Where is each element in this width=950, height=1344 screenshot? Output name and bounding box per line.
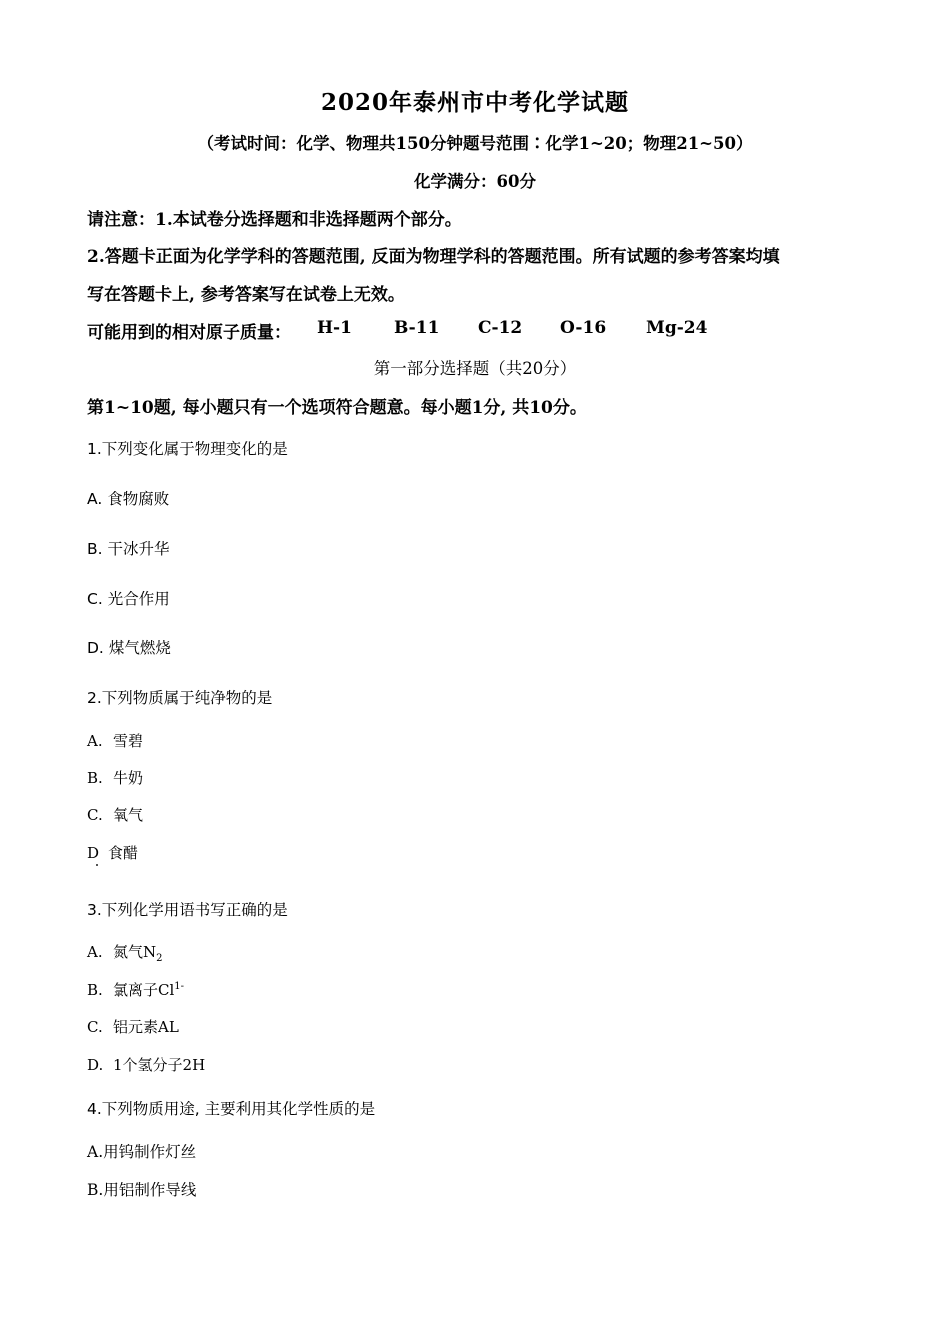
atomic-mass-h: H-1 — [317, 318, 352, 338]
option-label: A. — [87, 1143, 104, 1161]
option-text: 用钨制作灯丝 — [103, 1143, 197, 1161]
question-2-option-a — [87, 730, 143, 751]
question-1-option-a — [87, 487, 169, 509]
option-text: 雪碧 — [113, 732, 144, 750]
question-2-stem: 2.下列物质属于纯净物的是 — [87, 689, 273, 707]
option-text: 1个氢分子2H — [113, 1056, 206, 1074]
subscript: 2 — [156, 953, 163, 964]
stray-dot — [96, 864, 98, 866]
section-instruction: 第1~10题, 每小题只有一个选项符合题意。每小题1分, 共10分。 — [87, 398, 587, 418]
option-label: B. — [87, 540, 103, 558]
page-title: 2020年泰州市中考化学试题 — [320, 89, 629, 116]
option-text: 煤气燃烧 — [108, 639, 171, 657]
option-text: 氯离子Cl — [113, 981, 175, 999]
question-3-option-b — [87, 979, 184, 1000]
option-text: 食物腐败 — [107, 490, 170, 508]
atomic-mass-mg: Mg-24 — [646, 318, 708, 338]
option-text: 光合作用 — [107, 590, 170, 608]
option-text: 牛奶 — [113, 769, 144, 787]
question-1-option-b — [87, 537, 170, 559]
option-text: 用铝制作导线 — [103, 1181, 197, 1199]
question-3-option-c — [87, 1016, 179, 1037]
question-4-stem: 4.下列物质用途, 主要利用其化学性质的是 — [87, 1100, 376, 1118]
question-4-option-a — [87, 1140, 196, 1162]
atomic-mass-b: B-11 — [394, 318, 440, 338]
question-4-option-b — [87, 1178, 196, 1200]
option-label: A. — [87, 490, 103, 508]
full-score: 化学满分：60分 — [414, 172, 536, 191]
section-title: 第一部分选择题（共20分） — [373, 359, 577, 378]
option-label: D. — [87, 639, 104, 657]
question-1-option-c — [87, 587, 170, 609]
notice-line-3: 写在答题卡上, 参考答案写在试卷上无效。 — [87, 285, 405, 305]
question-1-stem: 1.下列变化属于物理变化的是 — [87, 440, 288, 458]
option-text: 铝元素AL — [113, 1018, 179, 1036]
question-3-stem: 3.下列化学用语书写正确的是 — [87, 901, 288, 919]
question-3-option-a — [87, 941, 163, 964]
option-label: D — [87, 844, 100, 862]
option-text: 食醋 — [108, 844, 139, 862]
option-text: 干冰升华 — [107, 540, 170, 558]
atomic-mass-label: 可能用到的相对原子质量： — [87, 323, 291, 343]
notice-line-2: 2.答题卡正面为化学学科的答题范围, 反面为物理学科的答题范围。所有试题的参考答案均填 — [87, 247, 780, 267]
option-label: C. — [87, 590, 103, 608]
option-label: C. — [87, 1018, 103, 1036]
option-label: A. — [87, 943, 103, 961]
question-3-option-d — [87, 1054, 205, 1075]
option-label: B. — [87, 981, 103, 999]
question-2-option-b — [87, 767, 143, 788]
atomic-mass-o: O-16 — [560, 318, 607, 338]
option-text: 氮气N — [113, 943, 157, 961]
question-2-option-d — [87, 842, 138, 863]
option-label: A. — [87, 732, 103, 750]
superscript: 1- — [174, 981, 185, 992]
option-label: B. — [87, 769, 103, 787]
atomic-mass-c: C-12 — [478, 318, 523, 338]
question-1-option-d — [87, 636, 171, 658]
option-label: D. — [87, 1056, 104, 1074]
notice-line-1: 请注意：1.本试卷分选择题和非选择题两个部分。 — [87, 210, 462, 230]
exam-info: （考试时间：化学、物理共150分钟题号范围∶化学1~20；物理21~50） — [197, 134, 753, 153]
option-label: B. — [87, 1181, 104, 1199]
question-2-option-c — [87, 804, 143, 825]
option-text: 氧气 — [113, 806, 144, 824]
option-label: C. — [87, 806, 103, 824]
